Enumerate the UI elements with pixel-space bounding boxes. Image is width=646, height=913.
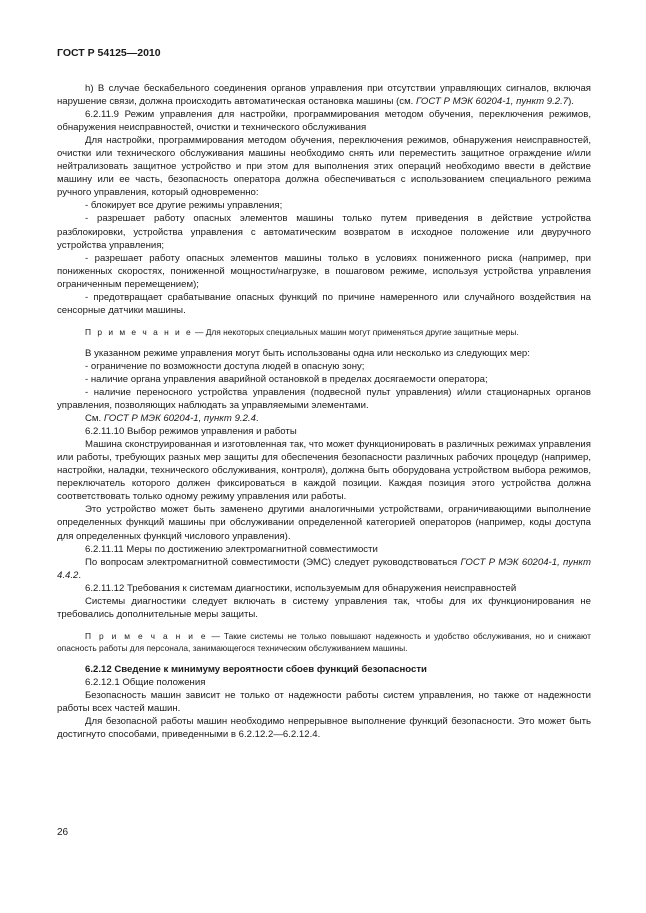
body-paragraph	[57, 82, 591, 108]
paragraph-text: - разрешает работу опасных элементов машины только в условиях пониженного риска (например, при пониженных скоростях, пониженной мощности/нагрузке, в пошаговом режиме, используя устройства управления ограниченным перемещением);	[57, 252, 591, 290]
body-paragraph	[57, 199, 591, 212]
paragraph-text: См.	[85, 413, 104, 425]
body-paragraph	[57, 595, 591, 621]
body-paragraph	[57, 689, 591, 715]
body-paragraph	[57, 373, 591, 386]
page-body	[57, 82, 591, 741]
body-paragraph	[57, 108, 591, 134]
body-paragraph	[57, 715, 591, 741]
paragraph-text: Для безопасной работы машин необходимо непрерывное выполнение функций безопасности. Это может быть достигнуто способами, приведенными в 6.2.12.2—6.2.12.4.	[57, 716, 591, 741]
paragraph-text: Для настройки, программирования методом обучения, переключения режимов, обнаружения неисправностей, очистки или технического обслуживания машины необходимо снять или переместить защитное ограждение и/или нейтрализовать защитное устройство и при этом для выполнения этих операций необходимо ввести в действие машину или ее часть, безопасность оператора должна обеспечиваться с использованием специального режима ручного управления, который одновременно:	[57, 135, 591, 199]
body-paragraph	[57, 582, 591, 595]
note-paragraph	[57, 326, 591, 338]
section-heading	[57, 663, 591, 676]
body-paragraph	[57, 676, 591, 689]
paragraph-text: 6.2.11.12 Требования к системам диагностики, используемым для обнаружения неисправностей	[85, 582, 517, 594]
paragraph-text: 6.2.11.11 Меры по достижению электромагнитной совместимости	[85, 543, 378, 555]
note-text: — Такие системы не только повышают надежность и удобство обслуживания, но и снижают опасность работы для персонала, занимающегося техническим обслуживанием машины.	[57, 630, 591, 653]
paragraph-text: - наличие органа управления аварийной остановкой в пределах досягаемости оператора;	[85, 373, 488, 385]
body-paragraph	[57, 425, 591, 438]
paragraph-text: 6.2.11.10 Выбор режимов управления и работы	[85, 426, 297, 438]
document-header: ГОСТ Р 54125—2010	[57, 47, 161, 59]
paragraph-text: В указанном режиме управления могут быть использованы одна или несколько из следующих мер:	[85, 347, 530, 359]
paragraph-tail: .	[78, 569, 82, 581]
paragraph-text: По вопросам электромагнитной совместимости (ЭМС) следует руководствоваться	[85, 556, 461, 568]
paragraph-text: - блокирует все другие режимы управления;	[85, 200, 283, 212]
paragraph-text: - разрешает работу опасных элементов машины только путем приведения в действие устройства разблокировки, устройства управления с автоматическим возвратом в исходное положение или двуручного устройства управления;	[57, 213, 591, 251]
paragraph-text: h) В случае бескабельного соединения органов управления при отсутствии управляющих сигналов, включая нарушение связи, должна происходить автоматическая остановка машины (см.	[57, 83, 591, 108]
body-paragraph	[57, 134, 591, 199]
page-number: 26	[57, 827, 69, 838]
note-text: — Для некоторых специальных машин могут применяться другие защитные меры.	[192, 326, 519, 337]
body-paragraph	[57, 252, 591, 291]
paragraph-text: 6.2.12.1 Общие положения	[85, 676, 206, 688]
body-paragraph	[57, 503, 591, 542]
paragraph-text: - наличие переносного устройства управления (подвесной пульт управления) и/или стационарных органов управления, позволяющих наблюдать за управляемыми элементами.	[57, 386, 591, 412]
paragraph-text: Машина сконструированная и изготовленная так, что может функционировать в различных режимах управления или работы, требующих разных мер защиты для обеспечения безопасности различных рабочих процедур (например, настройки, наладки, технического обслуживания, контроля), должна быть оборудована устройством выбора режимов, переключатель которого должен фиксироваться в каждой позиции. Каждая позиция этого устройства должна соответствовать только одному режиму управления или работы.	[57, 439, 591, 503]
note-label: П р и м е ч а н и е	[85, 630, 208, 641]
body-paragraph	[57, 212, 591, 251]
paragraph-tail: ).	[568, 96, 574, 108]
paragraph-text: 6.2.11.9 Режим управления для настройки, программирования методом обучения, переключения режимов, обнаружения неисправностей, очистки и технического обслуживания	[57, 109, 591, 134]
standard-reference: ГОСТ Р МЭК 60204-1, пункт 9.2.4	[103, 413, 256, 425]
body-paragraph	[57, 347, 591, 360]
body-paragraph	[57, 543, 591, 556]
body-paragraph	[57, 556, 591, 582]
standard-reference: ГОСТ Р МЭК 60204-1, пункт 4.4.2	[57, 556, 591, 581]
note-paragraph	[57, 630, 591, 654]
paragraph-text: Это устройство может быть заменено другими аналогичными устройствами, ограничивающими выполнение определенных функций машины при обслуживании определенной категорией операторов (например, коды доступа для определенных функций числового управления).	[57, 504, 591, 542]
note-label: П р и м е ч а н и е	[85, 326, 193, 337]
body-paragraph	[57, 412, 591, 425]
paragraph-text: - ограничение по возможности доступа людей в опасную зону;	[85, 360, 365, 372]
body-paragraph	[57, 386, 591, 412]
standard-reference: ГОСТ Р МЭК 60204-1, пункт 9.2.7	[416, 96, 569, 108]
paragraph-text: - предотвращает срабатывание опасных функций по причине намеренного или случайного воздействия на сенсорные датчики машины.	[57, 291, 591, 316]
paragraph-text: Безопасность машин зависит не только от надежности работы систем управления, но также от надежности работы всех частей машин.	[57, 689, 591, 714]
paragraph-text: 6.2.12 Сведение к минимуму вероятности сбоев функций безопасности	[85, 663, 427, 675]
paragraph-tail: .	[255, 413, 259, 425]
body-paragraph	[57, 291, 591, 317]
body-paragraph	[57, 438, 591, 503]
paragraph-text: Системы диагностики следует включать в систему управления так, чтобы для их функционирования не требовались дополнительные меры защиты.	[57, 595, 591, 620]
body-paragraph	[57, 360, 591, 373]
